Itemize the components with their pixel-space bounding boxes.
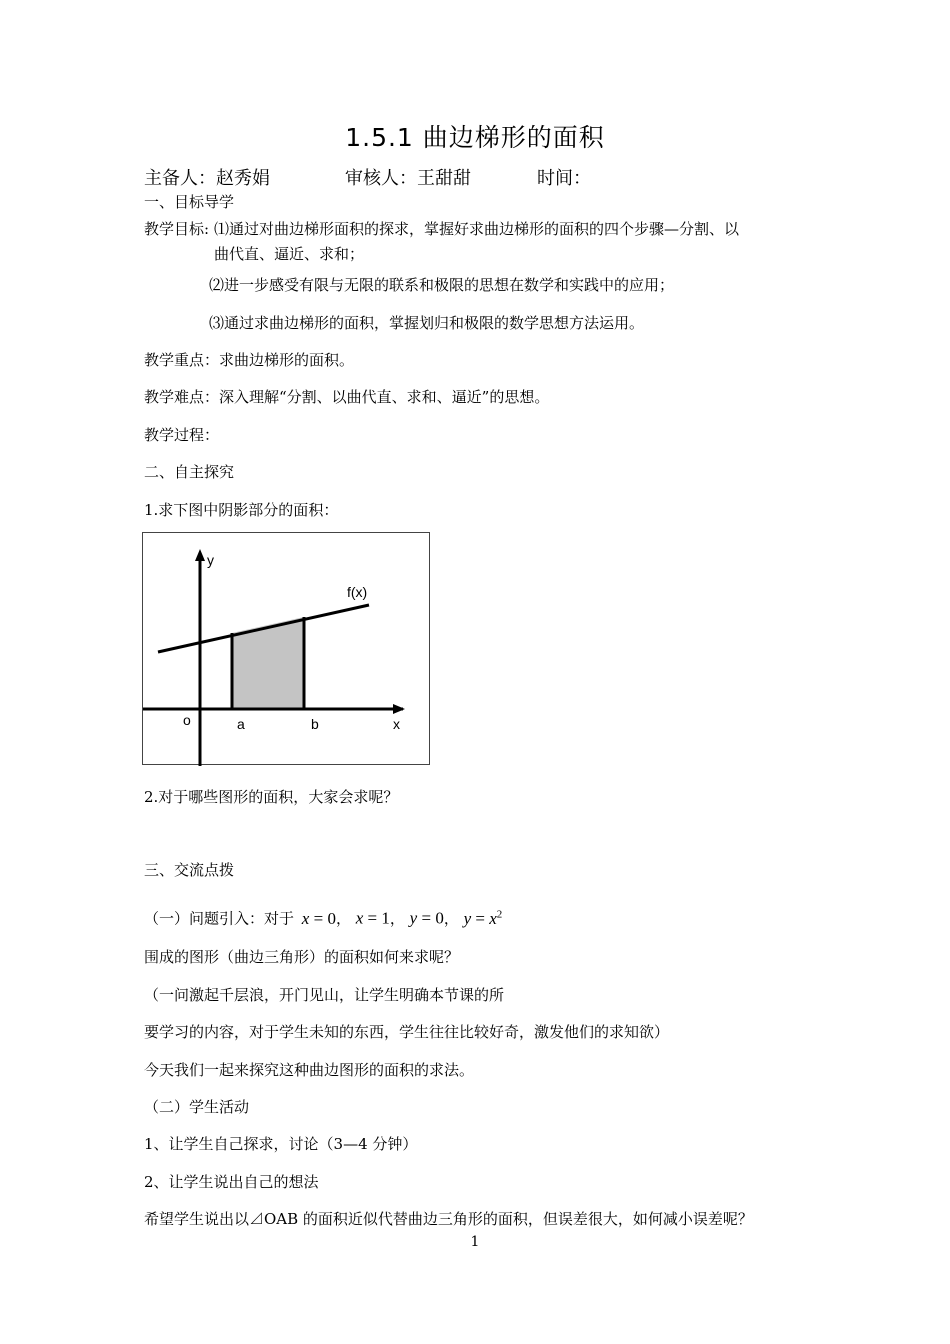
problem-line4: 要学习的内容，对于学生未知的东西，学生往往比较好奇，激发他们的求知欲） [144,1023,670,1041]
section3-heading: 三、交流点拨 [144,861,235,879]
activity1: 1、让学生自己探求，讨论（3—4 分钟） [144,1135,418,1153]
origin-label: o [183,712,191,728]
activity2: 2、让学生说出自己的想法 [144,1173,319,1191]
a-label: a [237,716,245,732]
area-figure [142,532,430,765]
problem-line2: 围成的图形（曲边三角形）的面积如何来求呢？ [144,948,460,966]
key-point: 教学重点：求曲边梯形的面积。 [144,351,355,369]
reviewer: 审核人：王甜甜 [345,168,471,189]
x-axis-arrow [393,704,405,714]
y-axis-arrow [195,549,205,561]
question2: 2.对于哪些图形的面积，大家会求呢？ [144,788,399,806]
student-activity-heading: （二）学生活动 [144,1098,250,1116]
problem-line6: 希望学生说出以⊿OAB 的面积近似代替曲边三角形的面积，但误差很大，如何减小误差呢？ [144,1210,753,1228]
page-number: 1 [470,1234,480,1250]
problem-line5: 今天我们一起来探究这种曲边图形的面积的求法。 [144,1061,475,1079]
curve-label: f(x) [347,584,368,600]
x-label: x [393,716,400,732]
preparer: 主备人：赵秀娟 [144,168,270,189]
problem-intro: （一）问题引入：对于 x = 0， x = 1， y = 0， $y = x^2$ [144,908,503,928]
problem-intro-prefix: （一）问题引入：对于 [144,909,295,928]
goal1-line2: 曲代直、逼近、求和； [214,245,365,263]
goal2: ⑵进一步感受有限与无限的联系和极限的思想在数学和实践中的应用； [209,276,675,294]
area-figure-svg [143,533,431,766]
process: 教学过程： [144,426,220,444]
goal1-line1: ⑴通过对曲边梯形面积的探求，掌握好求曲边梯形的面积的四个步骤—分割、以 [214,220,740,238]
equation-x1: x = 1 [355,908,390,928]
equation-x0: x = 0 [301,908,336,928]
goal3: ⑶通过求曲边梯形的面积，掌握划归和极限的数学思想方法运用。 [209,314,645,332]
goals-label: 教学目标: [144,220,210,238]
shaded-region [232,617,304,709]
equation-parabola: $y = x^2$ [463,908,503,928]
b-label: b [311,716,319,732]
y-label: y [207,552,214,568]
time-label: 时间： [537,168,591,189]
question1: 1.求下图中阴影部分的面积： [144,501,339,519]
equation-y0: y = 0 [409,908,444,928]
problem-line3: （一问激起千层浪，开门见山，让学生明确本节课的所 [144,986,505,1004]
page-title: 1.5.1 曲边梯形的面积 [345,123,605,152]
difficulty: 教学难点：深入理解“分割、以曲代直、求和、逼近”的思想。 [144,388,550,406]
section1-heading: 一、目标导学 [144,193,235,211]
section2-heading: 二、自主探究 [144,463,235,481]
